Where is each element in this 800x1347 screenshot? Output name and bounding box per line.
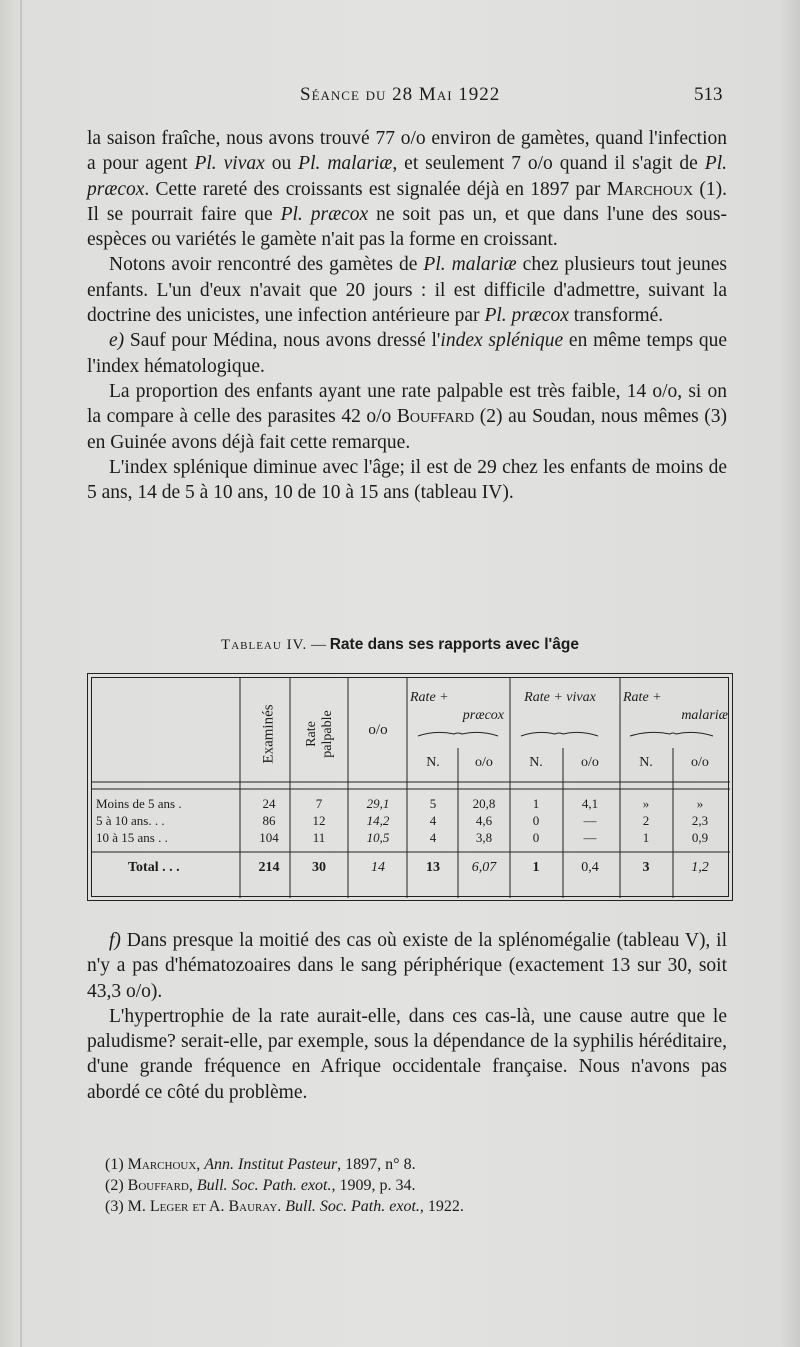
- svg-text:0,9: 0,9: [691, 830, 709, 845]
- paragraph-6: f) Dans presque la moitié des cas où existe de la splénomégalie (tableau V), il n'y a pas d'hématozoaires dans le sang périphérique (exactement 13 sur 30, soit 43,3 o/o).: [87, 930, 727, 1002]
- header-praecox-1: Rate +: [410, 690, 449, 705]
- svg-text:0: 0: [532, 813, 540, 828]
- svg-text:30: 30: [312, 860, 326, 875]
- page-header: [0, 84, 800, 114]
- body-text-bottom: [87, 928, 727, 1105]
- svg-text:2: 2: [642, 813, 650, 828]
- paragraph-2: Notons avoir rencontré des gamètes de Pl. malariæ chez plusieurs tout jeunes enfants. L'un d'eux n'avait que 20 jours : il est difficile d'admettre, suivant la doctrine des unicistes, une infection antérieure par Pl. præcox transformé.: [87, 254, 727, 327]
- svg-text:7: 7: [315, 796, 323, 811]
- svg-text:6,07: 6,07: [471, 860, 497, 875]
- svg-text:1: 1: [642, 830, 650, 845]
- table-row: [96, 796, 703, 811]
- svg-text:Total . . .: Total . . .: [128, 860, 180, 875]
- page-number: 513: [694, 84, 723, 105]
- footnote-1: (1) Marchoux, Ann. Institut Pasteur, 1897, n° 8.: [105, 1156, 416, 1173]
- paragraph-1: la saison fraîche, nous avons trouvé 77 o/o environ de gamètes, quand l'infection a pour agent Pl. vivax ou Pl. malariæ, et seulement 7 o/o quand il s'agit de Pl. præcox. Cette rareté des croissants est signalée déjà en 1897 par Marchoux (1). Il se pourrait faire que Pl. præcox ne soit pas un, et que dans l'une des sous-espèces ou variétés le gamète n'ait pas la forme en croissant.: [87, 128, 727, 251]
- header-pct: o/o: [368, 722, 388, 738]
- table-row: [96, 813, 708, 828]
- citation-bouffard: Bouffard: [396, 406, 475, 428]
- header-examines: Examinés: [260, 704, 277, 764]
- header-malariae-1: Rate +: [623, 690, 662, 705]
- footnote-3: (3) M. Leger et A. Bauray. Bull. Soc. Path. exot., 1922.: [105, 1198, 464, 1215]
- paragraph-3: e) Sauf pour Médina, nous avons dressé l'index splénique en même temps que l'index hématologique.: [87, 330, 727, 377]
- header-praecox-2: præcox: [462, 708, 504, 723]
- citation-marchoux: Marchoux: [606, 178, 694, 200]
- table-row: [96, 830, 708, 845]
- table-iv: [87, 673, 733, 901]
- svg-text:4,1: 4,1: [581, 796, 599, 811]
- header-praecox-n: N.: [426, 755, 440, 770]
- page-spine-edge: [20, 0, 22, 1347]
- svg-text:104: 104: [259, 830, 279, 845]
- svg-text:29,1: 29,1: [366, 796, 390, 811]
- svg-text:»: »: [642, 796, 650, 811]
- table-total-row: [128, 860, 709, 875]
- svg-text:—: —: [583, 813, 597, 828]
- svg-text:11: 11: [312, 830, 326, 845]
- svg-text:14: 14: [371, 860, 385, 875]
- paragraph-4: La proportion des enfants ayant une rate palpable est très faible, 14 o/o, si on la compare à celle des parasites 42 o/o Bouffard (2) au Soudan, nous mêmes (3) en Guinée avons déjà fait cette remarque.: [87, 380, 727, 453]
- svg-text:10 à 15 ans . .: 10 à 15 ans . .: [96, 830, 168, 845]
- svg-text:0: 0: [532, 830, 540, 845]
- paragraph-7: L'hypertrophie de la rate aurait-elle, dans ces cas-là, une cause autre que le paludisme? serait-elle, par exemple, sous la dépendance de la syphilis héréditaire, d'une grande fréquence en Afrique occidentale française. Nous n'avons pas abordé ce côté du problème.: [87, 1005, 727, 1103]
- svg-text:1: 1: [532, 860, 540, 875]
- svg-text:3,8: 3,8: [475, 830, 493, 845]
- table-title: Rate dans ses rapports avec l'âge: [329, 636, 579, 653]
- paragraph-5: L'index splénique diminue avec l'âge; il est de 29 chez les enfants de moins de 5 ans, 14 de 5 à 10 ans, 10 de 10 à 15 ans (tableau IV).: [87, 456, 727, 504]
- header-malariae-pct: o/o: [691, 755, 709, 770]
- header-vivax: Rate + vivax: [524, 690, 596, 705]
- svg-text:4,6: 4,6: [475, 813, 493, 828]
- svg-text:2,3: 2,3: [691, 813, 709, 828]
- svg-text:20,8: 20,8: [472, 796, 496, 811]
- svg-text:14,2: 14,2: [366, 813, 390, 828]
- header-praecox-pct: o/o: [475, 755, 493, 770]
- header-vivax-pct: o/o: [581, 755, 599, 770]
- svg-text:4: 4: [429, 830, 437, 845]
- svg-text:10,5: 10,5: [366, 830, 390, 845]
- svg-text:3: 3: [642, 860, 650, 875]
- svg-text:—: —: [583, 830, 597, 845]
- svg-text:13: 13: [426, 860, 440, 875]
- header-malariae-2: malariæ: [681, 708, 728, 723]
- header-vivax-n: N.: [529, 755, 543, 770]
- svg-text:»: »: [696, 796, 704, 811]
- header-malariae-n: N.: [639, 755, 653, 770]
- body-text-top: [87, 126, 727, 505]
- svg-text:86: 86: [262, 813, 276, 828]
- svg-text:4: 4: [429, 813, 437, 828]
- svg-text:5: 5: [429, 796, 437, 811]
- svg-text:0,4: 0,4: [581, 860, 599, 875]
- svg-text:1,2: 1,2: [691, 860, 709, 875]
- svg-text:24: 24: [262, 796, 276, 811]
- svg-text:12: 12: [312, 813, 326, 828]
- running-head: Séance du 28 Mai 1922: [300, 84, 501, 105]
- svg-text:5 à 10 ans. . .: 5 à 10 ans. . .: [96, 813, 165, 828]
- svg-text:1: 1: [532, 796, 540, 811]
- svg-text:214: 214: [258, 860, 280, 875]
- table-grid: [88, 674, 734, 902]
- table-caption: Tableau IV. — Rate dans ses rapports avec l'âge: [221, 636, 579, 653]
- header-rate-palpable-1: Rate: [304, 721, 320, 747]
- footnote-2: (2) Bouffard, Bull. Soc. Path. exot., 1909, p. 34.: [105, 1177, 416, 1194]
- header-rate-palpable-2: palpable: [320, 710, 336, 758]
- svg-text:Moins de 5 ans .: Moins de 5 ans .: [96, 796, 182, 811]
